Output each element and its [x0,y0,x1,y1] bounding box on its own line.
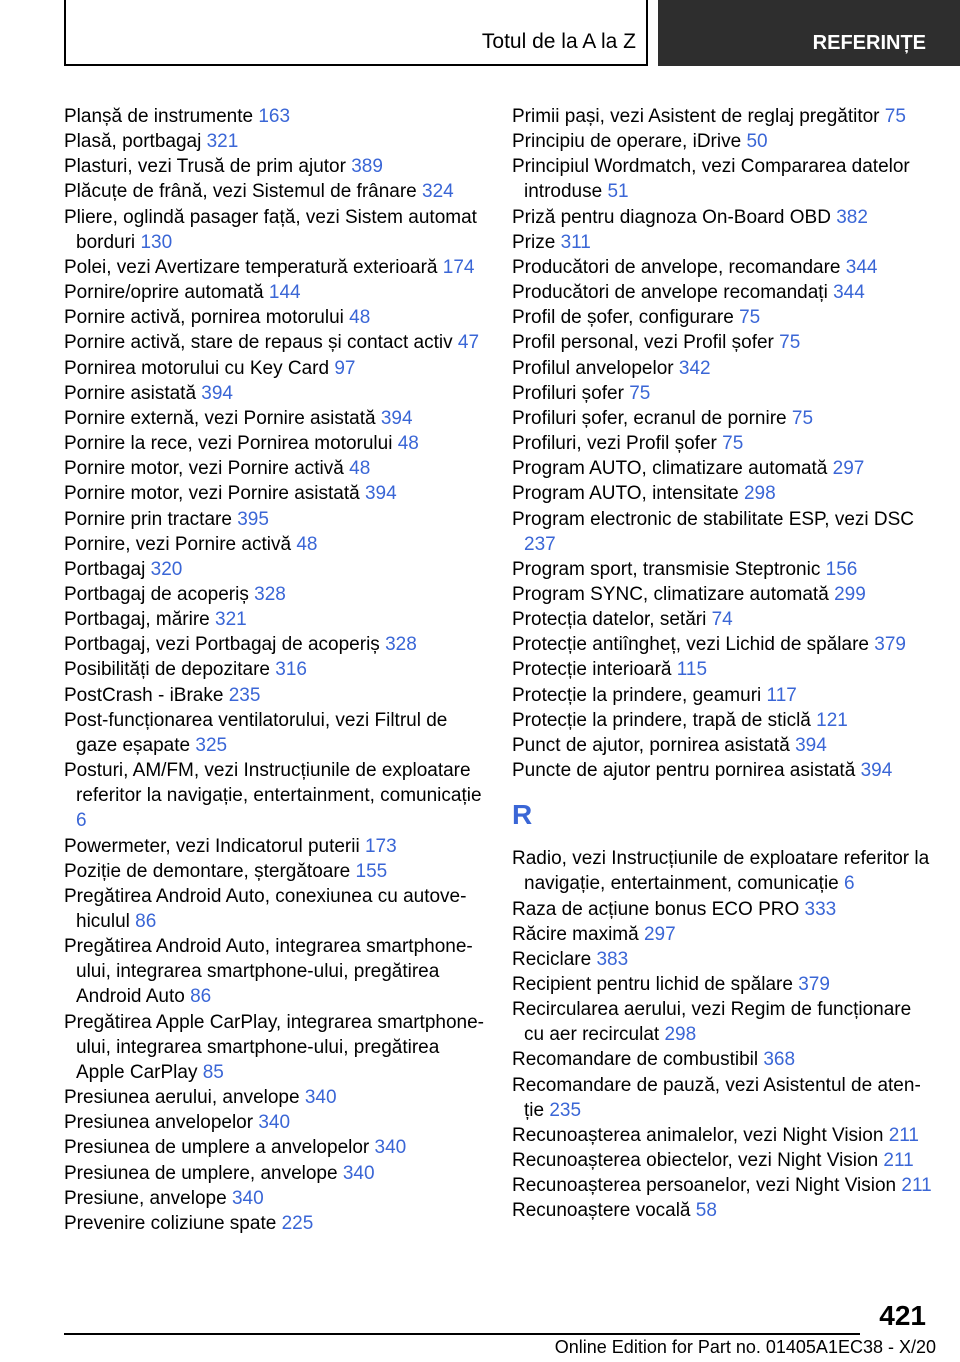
index-entry-text: Program AUTO, intensitate [512,483,739,505]
page-reference-link[interactable]: 394 [795,734,827,756]
page-reference-link[interactable]: 48 [397,433,419,455]
index-entry-text: Pornire/oprire automată [64,282,264,304]
index-entry [512,507,932,557]
page-reference-link[interactable]: 235 [228,684,261,706]
index-entry [512,632,932,657]
index-entry [512,456,932,481]
index-entry [64,834,484,859]
page-reference-link[interactable]: 298 [664,1024,697,1046]
index-entry [512,381,932,406]
index-entry [64,305,484,330]
index-entry [512,1123,932,1148]
index-entry-text: Principiul Wordmatch, vezi Compararea datelor introduse [512,156,910,203]
index-entry [512,733,932,758]
page-reference-link[interactable]: 333 [804,898,837,920]
index-entry [64,632,484,657]
page-reference-link[interactable]: 328 [254,583,286,605]
page-reference-link[interactable]: 75 [629,382,651,404]
page-reference-link[interactable]: 163 [258,106,291,127]
page-reference-link[interactable]: 211 [901,1175,932,1197]
page-reference-link[interactable]: 144 [268,282,301,304]
page-reference-link[interactable]: 342 [678,357,711,379]
index-entry-text: Protecție interioară [512,659,672,681]
page-reference-link[interactable]: 368 [763,1049,796,1071]
index-entry [512,557,932,582]
page-reference-link[interactable]: 211 [888,1124,919,1146]
page-reference-link[interactable]: 394 [364,483,397,505]
index-entry-text: Posturi, AM/FM, vezi Instrucțiunile de exploatare referitor la navigație, entertainment, comunicație [64,760,482,807]
index-entry [512,305,932,330]
page-reference-link[interactable]: 379 [798,974,830,995]
page-reference-link[interactable]: 321 [215,609,247,631]
index-entry-text: Presiunea anvelopelor [64,1112,254,1134]
index-entry-text: Recomandare de pauză, vezi Asistentul de atenție [512,1074,921,1121]
index-entry [64,381,484,406]
index-entry-text: Presiunea aerului, anvelope [64,1087,300,1109]
chapter-tab-label: REFERINȚE [812,32,926,54]
page-reference-link[interactable]: 48 [296,533,318,555]
index-entry [64,154,484,179]
page-reference-link[interactable]: 86 [135,911,157,932]
index-entry [512,1198,932,1223]
index-entry-text: Program sport, transmisie Steptronic [512,558,821,580]
index-entry-text: Recunoașterea persoanelor, vezi Night Vision [512,1175,897,1197]
index-entry-text: Recircularea aerului, vezi Regim de funcționare cu aer recirculat [512,999,912,1046]
index-entry-text: Portbagaj [64,558,146,580]
index-entry [512,1148,932,1173]
page-reference-link[interactable]: 237 [524,533,556,555]
index-entry-text: Răcire maximă [512,923,639,945]
index-entry-text: Profil personal, vezi Profil șofer [512,332,774,354]
index-entry [512,997,932,1047]
index-entry-text: Plasă, portbagaj [64,131,202,153]
page-reference-link[interactable]: 75 [884,106,906,127]
index-entry-text: Polei, vezi Avertizare temperatură exterioară [64,256,438,278]
page-reference-link[interactable]: 382 [836,206,868,228]
index-entry-text: Protecție antiîngheț, vezi Lichid de spălare [512,634,869,656]
index-column-right [512,104,932,1224]
page-reference-link[interactable]: 115 [676,659,708,681]
index-entry [64,884,484,934]
page-reference-link[interactable]: 74 [711,609,733,631]
index-entry-text: Program SYNC, climatizare automată [512,583,829,605]
page-reference-link[interactable]: 75 [739,307,761,329]
index-entry-text: Profil de șofer, configurare [512,307,734,329]
page-reference-link[interactable]: 328 [385,634,417,656]
index-entry-text: Profilul anvelopelor [512,357,674,379]
index-entry-text: Powermeter, vezi Indicatorul puterii [64,835,360,857]
index-entry [64,356,484,381]
index-entry-text: Pliere, oglindă pasager față, vezi Sistem automat borduri [64,206,477,253]
index-entry [512,1173,932,1198]
index-entry [512,708,932,733]
index-entry-text: Principiu de operare, iDrive [512,131,742,153]
index-entry [512,280,932,305]
header-underline [64,64,648,66]
page-reference-link[interactable]: 75 [779,332,801,354]
page-reference-link[interactable]: 51 [607,181,629,203]
footer-edition-text: Online Edition for Part no. 01405A1EC38 - X/20 [554,1337,936,1357]
index-entry-text: Pregătirea Apple CarPlay, integrarea smartphone-ului, integrarea smartphone-ului, pregătirea Apple CarPlay [64,1011,484,1083]
index-section-letter: R [512,799,533,831]
index-entry [64,859,484,884]
page-reference-link[interactable]: 320 [150,558,183,580]
index-entry [64,205,484,255]
index-entry-text: Pornire, vezi Pornire activă [64,533,292,555]
index-entry [64,431,484,456]
page-reference-link[interactable]: 58 [695,1200,717,1222]
index-entry [512,607,932,632]
index-entry [512,657,932,682]
page-reference-link[interactable]: 130 [140,231,173,253]
index-entry-text: Plăcuțe de frână, vezi Sistemul de frânare [64,181,417,203]
index-entry-text: Protecție la prindere, geamuri [512,684,762,706]
index-entry-text: Producători de anvelope recomandați [512,282,828,304]
page-reference-link[interactable]: 173 [364,835,397,857]
page-reference-link[interactable]: 6 [844,873,855,895]
page-reference-link[interactable]: 75 [791,407,814,429]
index-entry-text: Presiunea de umplere, anvelope [64,1162,338,1184]
index-entry [512,205,932,230]
index-entry [512,230,932,255]
index-entry [64,557,484,582]
page-reference-link[interactable]: 344 [845,256,878,278]
index-entry-text: Posibilități de depozitare [64,659,270,681]
index-entry [512,947,932,972]
page-reference-link[interactable]: 394 [860,760,893,782]
index-entry [64,758,484,833]
index-entry [64,330,484,355]
page-reference-link[interactable]: 340 [342,1162,375,1184]
index-entry [64,406,484,431]
page-reference-link[interactable]: 394 [201,382,233,404]
index-entry-text: Reciclare [512,948,592,970]
index-entry-text: Planșă de instrumente [64,106,254,127]
page-reference-link[interactable]: 311 [560,231,591,253]
page-reference-link[interactable]: 325 [195,734,228,756]
page-reference-link[interactable]: 316 [275,659,307,681]
page-reference-link[interactable]: 235 [549,1099,582,1121]
index-entry [512,1073,932,1123]
index-entry [512,683,932,708]
index-entry-text: Pregătirea Android Auto, integrarea smartphone-ului, integrarea smartphone-ului, pregătirea Android Auto [64,936,473,1008]
page-reference-link[interactable]: 48 [349,458,371,480]
index-entry-text: Recipient pentru lichid de spălare [512,974,793,995]
page-reference-link[interactable]: 225 [281,1212,314,1234]
index-entry [512,104,932,129]
page-reference-link[interactable]: 97 [334,357,356,379]
page-reference-link[interactable]: 321 [206,131,239,153]
index-entry-text: Recunoașterea obiectelor, vezi Night Vision [512,1150,879,1172]
index-entry-text: Poziție de demontare, ștergătoare [64,860,351,882]
index-entry-text: Punct de ajutor, pornirea asistată [512,734,790,756]
index-entry-text: Pornire motor, vezi Pornire asistată [64,483,360,505]
index-entry-text: Post-funcționarea ventilatorului, vezi Filtrul de gaze eșapate [64,709,448,756]
index-entry [64,1010,484,1085]
index-entry-text: Pregătirea Android Auto, conexiunea cu autovehiculul [64,885,467,932]
index-column-left [64,104,484,1236]
index-entry [512,356,932,381]
index-group-p [512,104,932,783]
index-entry [64,481,484,506]
index-entry [64,255,484,280]
index-entry [64,934,484,1009]
page-reference-link[interactable]: 298 [743,483,776,505]
index-entry-text: Recomandare de combustibil [512,1049,759,1071]
index-entry [64,456,484,481]
index-entry [512,758,932,783]
index-entry-text: Raza de acțiune bonus ECO PRO [512,898,800,920]
index-entry-text: Producători de anvelope, recomandare [512,256,841,278]
page-reference-link[interactable]: 340 [304,1087,337,1109]
page-reference-link[interactable]: 394 [380,407,413,429]
page-reference-link[interactable]: 48 [349,307,371,329]
index-entry-text: Prevenire coliziune spate [64,1212,277,1234]
index-entry [64,1161,484,1186]
index-entry-text: Portbagaj, mărire [64,609,210,631]
index-entry [64,1110,484,1135]
index-entry-text: Puncte de ajutor pentru pornirea asistată [512,760,856,782]
page-reference-link[interactable]: 121 [816,709,848,731]
index-entry-text: Presiunea de umplere a anvelopelor [64,1137,370,1159]
page-reference-link[interactable]: 75 [722,433,744,455]
index-entry-text: Radio, vezi Instrucțiunile de exploatare referitor la navigație, entertainment, comunicație [512,848,930,895]
index-entry [64,1211,484,1236]
index-entry-text: Recunoaștere vocală [512,1200,691,1222]
page-reference-link[interactable]: 379 [874,634,906,656]
index-entry [512,129,932,154]
index-entry [64,683,484,708]
index-entry [64,607,484,632]
page-reference-link[interactable]: 6 [76,810,87,832]
index-entry [512,406,932,431]
index-entry [64,129,484,154]
index-entry [64,280,484,305]
page-reference-link[interactable]: 340 [374,1137,407,1159]
chapter-tab [658,0,960,66]
index-entry [512,922,932,947]
page-reference-link[interactable]: 85 [202,1061,224,1083]
index-entry [512,1047,932,1072]
index-entry [64,179,484,204]
page-reference-link[interactable]: 86 [190,986,212,1008]
index-entry-text: Pornire activă, pornirea motorului [64,307,344,329]
index-entry-text: Profiluri șofer [512,382,624,404]
index-entry [64,708,484,758]
page-reference-link[interactable]: 117 [766,684,797,706]
page-reference-link[interactable]: 297 [643,923,676,945]
index-entry-text: Program electronic de stabilitate ESP, vezi DSC [512,508,914,530]
index-entry-text: Pornire asistată [64,382,197,404]
index-entry-text: Primii pași, vezi Asistent de reglaj pregătitor [512,106,880,127]
page-reference-link[interactable]: 155 [355,860,388,882]
index-entry [512,846,932,896]
index-entry-text: Pornirea motorului cu Key Card [64,357,330,379]
index-entry-text: PostCrash - iBrake [64,684,224,706]
index-entry-text: Recunoașterea animalelor, vezi Night Vision [512,1124,884,1146]
index-entry [512,330,932,355]
page-reference-link[interactable]: 340 [231,1187,264,1209]
index-entry-text: Portbagaj de acoperiș [64,583,249,605]
page-reference-link[interactable]: 344 [833,282,865,304]
page-reference-link[interactable]: 47 [457,332,480,354]
page-reference-link[interactable]: 156 [825,558,858,580]
index-entry [64,1186,484,1211]
header-right-vertical-rule [646,0,648,66]
index-entry-text: Plasturi, vezi Trusă de prim ajutor [64,156,346,178]
index-entry-text: Profiluri, vezi Profil șofer [512,433,717,455]
index-entry-text: Pornire activă, stare de repaus și contact activ [64,332,453,354]
index-entry [512,431,932,456]
page-reference-link[interactable]: 50 [746,131,768,153]
index-entry-text: Pornire la rece, vezi Pornirea motorului [64,433,393,455]
index-entry [64,1135,484,1160]
page-reference-link[interactable]: 324 [422,181,454,203]
page-reference-link[interactable]: 383 [596,948,629,970]
index-entry [512,582,932,607]
index-entry [512,897,932,922]
index-group-r [512,846,932,1223]
index-entry-text: Presiune, anvelope [64,1187,227,1209]
index-entry [512,154,932,204]
index-entry [512,255,932,280]
index-entry-text: Prize [512,231,556,253]
index-entry [512,481,932,506]
page-reference-link[interactable]: 389 [351,156,383,178]
index-entry-text: Pornire prin tractare [64,508,232,530]
page-reference-link[interactable]: 211 [883,1150,914,1172]
index-entry-text: Protecția datelor, setări [512,609,707,631]
page-reference-link[interactable]: 174 [442,256,475,278]
page-reference-link[interactable]: 299 [834,583,866,605]
page-reference-link[interactable]: 297 [832,458,865,480]
index-entry-text: Pornire externă, vezi Pornire asistată [64,407,376,429]
index-entry [64,657,484,682]
section-title: Totul de la A la Z [481,30,636,53]
index-entry-text: Profiluri șofer, ecranul de pornire [512,407,787,429]
page-reference-link[interactable]: 340 [258,1112,291,1134]
index-entry-text: Priză pentru diagnoza On-Board OBD [512,206,831,228]
index-entry-text: Portbagaj, vezi Portbagaj de acoperiș [64,634,380,656]
index-entry-text: Pornire motor, vezi Pornire activă [64,458,344,480]
page-reference-link[interactable]: 395 [237,508,269,530]
index-entry-text: Program AUTO, climatizare automată [512,458,828,480]
index-entry [64,582,484,607]
index-entry [64,1085,484,1110]
page-number: 421 [879,1300,926,1331]
index-entry [512,972,932,997]
index-entry [64,532,484,557]
index-entry [64,104,484,129]
index-entry [64,507,484,532]
index-entry-text: Protecție la prindere, trapă de sticlă [512,709,811,731]
